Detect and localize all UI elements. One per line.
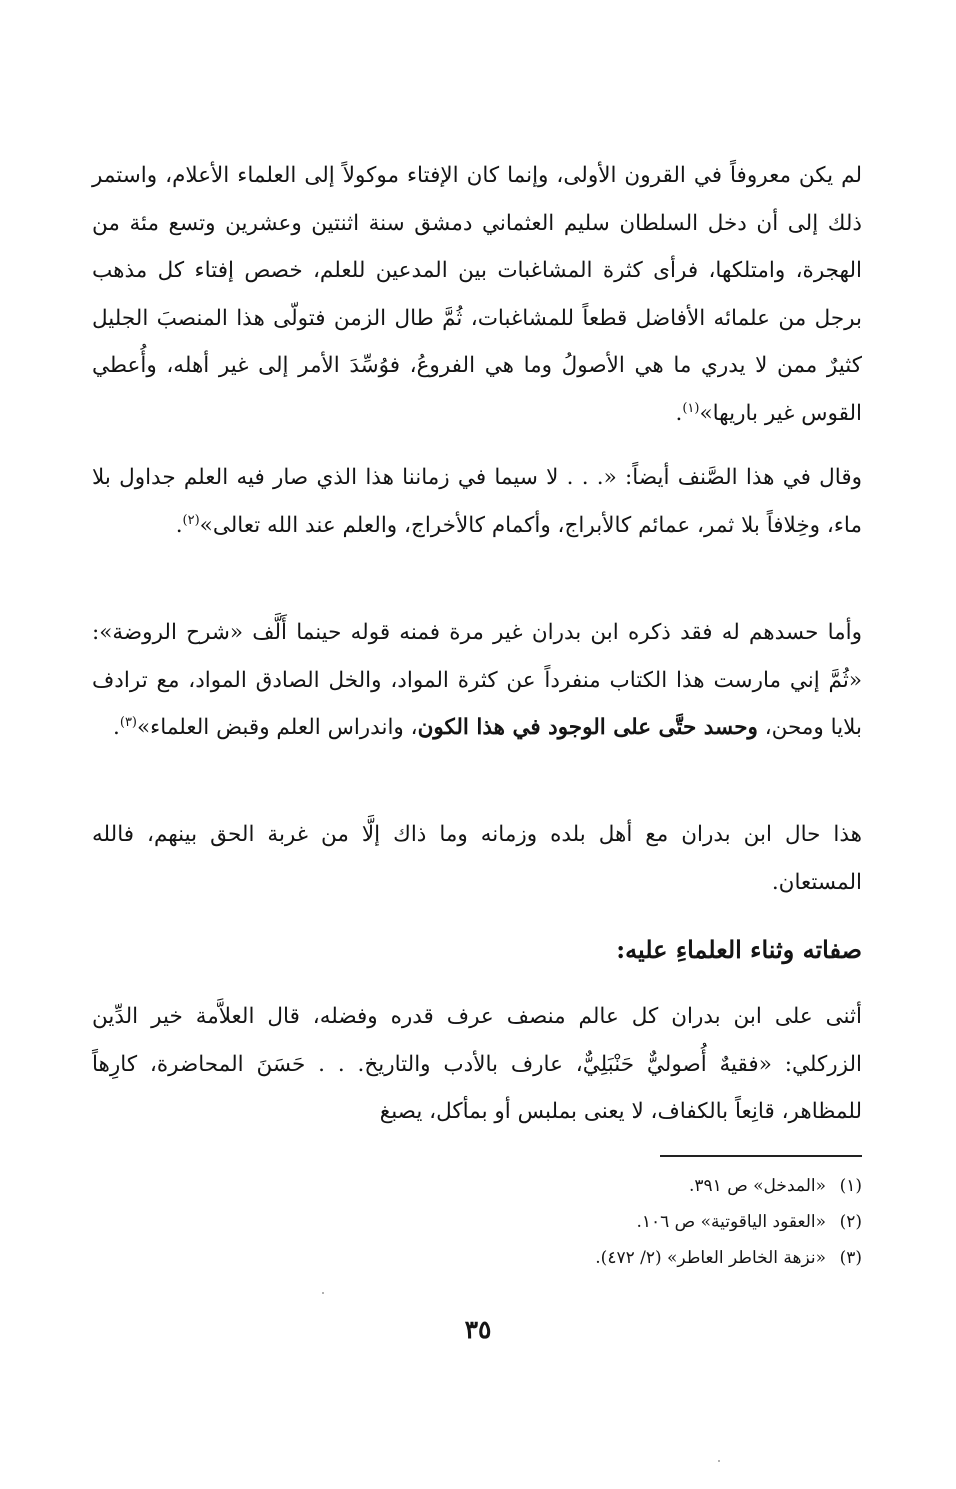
- footnote-2: [92, 1204, 862, 1240]
- paragraph-4: هذا حال ابن بدران مع أهل بلده وزمانه وما ذاك إلَّا من غربة الحق بينهم، فالله المستعان.: [92, 822, 862, 895]
- footnote-number: (٢): [839, 1212, 862, 1232]
- paragraph-3: وأما حسدهم له فقد ذكره ابن بدران غير مرة فمنه قوله حينما أَلَّف «شرح الروضة»: «ثُمَّ إني مارست هذا الكتاب منفرداً عن كثرة المواد، والخل الصادق المواد، مع ترادف بلايا ومحن، وحسد حتَّى على الوجود في هذا الكون، واندراس العلم وقبض العلماء»$^{(٣)}$.: [92, 620, 862, 740]
- page-number: ٣٥: [464, 1315, 492, 1344]
- footnote-text: «نزهة الخاطر العاطر» (٢/ ٤٧٢).: [595, 1248, 826, 1268]
- footnote-ref-2: (٢): [182, 512, 200, 528]
- paragraph-3-bold-phrase: وحسد حتَّى على الوجود في هذا الكون: [417, 715, 758, 740]
- scan-speck: [718, 1460, 720, 1462]
- paragraph-2-text: وقال في هذا الصَّنف أيضاً: «. . . لا سيما في زماننا هذا الذي صار فيه العلم جداول بلا ماء، وخِلافاً بلا ثمر، عمائم كالأبراج، وأكمام كالأخراج، والعلم عند الله تعالى»: [92, 465, 862, 538]
- footnote-text: «المدخل» ص ٣٩١.: [688, 1176, 826, 1196]
- footnote-text: «العقود الياقوتية» ص ١٠٦.: [636, 1212, 826, 1232]
- paragraph-3-text-b: ، واندراس العلم وقبض العلماء»: [137, 715, 418, 740]
- paragraph-5: أثنى على ابن بدران كل عالم منصف عرف قدره وفضله، قال العلاَّمة خير الدِّين الزركلي: «فقيهٌ أُصوليٌّ حَنْبَلِيٌّ، عارف بالأدب والتاريخ. . . حَسَنَ المحاضرة، كارِهاً للمظاهر، قانِعاً بالكفاف، لا يعنى بملبس أو بمأكل، يصبغ: [92, 1004, 862, 1124]
- paragraph-1: لم يكن معروفاً في القرون الأولى، وإنما كان الإفتاء موكولاً إلى العلماء الأعلام، واستمر ذلك إلى أن دخل السلطان سليم العثماني دمشق سنة اثنتين وعشرين وتسع مئة من الهجرة، وامتلكها، فرأى كثرة المشاغبات بين المدعين للعلم، خصص إفتاء كل مذهب برجل من علمائه الأفاضل قطعاً للمشاغبات، ثُمَّ طال الزمن فتولّى هذا المنصبَ الجليل كثيرٌ ممن لا يدري ما هي الأصولُ وما هي الفروعُ، فوُسِّدَ الأمر إلى غير أهله، وأُعطي القوس غير باريها»$^{(١)}$.: [92, 163, 862, 426]
- footnote-divider: [660, 1155, 862, 1157]
- paragraph-3-text-a: وأما حسدهم له فقد ذكره ابن بدران غير مرة فمنه قوله حينما أَلَّف «شرح الروضة»: «ثُمَّ إني مارست هذا الكتاب منفرداً عن كثرة المواد، والخل الصادق المواد، مع ترادف بلايا ومحن،: [92, 620, 862, 740]
- footnote-number: (٣): [839, 1248, 862, 1268]
- footnote-1: [92, 1168, 862, 1204]
- footnote-3: [92, 1240, 862, 1276]
- paragraph-2: وقال في هذا الصَّنف أيضاً: «. . . لا سيما في زماننا هذا الذي صار فيه العلم جداول بلا ماء، وخِلافاً بلا ثمر، عمائم كالأبراج، وأكمام كالأخراج، والعلم عند الله تعالى»$^{(٢)}$.: [92, 465, 862, 538]
- paragraph-1-text: لم يكن معروفاً في القرون الأولى، وإنما كان الإفتاء موكولاً إلى العلماء الأعلام، واستمر ذلك إلى أن دخل السلطان سليم العثماني دمشق سنة اثنتين وعشرين وتسع مئة من الهجرة، وامتلكها، فرأى كثرة المشاغبات بين المدعين للعلم، خصص إفتاء كل مذهب برجل من علمائه الأفاضل قطعاً للمشاغبات، ثُمَّ طال الزمن فتولّى هذا المنصبَ الجليل كثيرٌ ممن لا يدري ما هي الأصولُ وما هي الفروعُ، فوُسِّدَ الأمر إلى غير أهله، وأُعطي القوس غير باريها»: [92, 163, 862, 426]
- footnote-number: (١): [839, 1176, 862, 1196]
- scan-speck: [322, 1292, 324, 1294]
- footnotes: [92, 1168, 862, 1276]
- section-heading: صفاته وثناء العلماءِ عليه:: [616, 935, 862, 964]
- footnote-ref-1: (١): [682, 400, 700, 416]
- footnote-ref-3: (٣): [119, 714, 137, 730]
